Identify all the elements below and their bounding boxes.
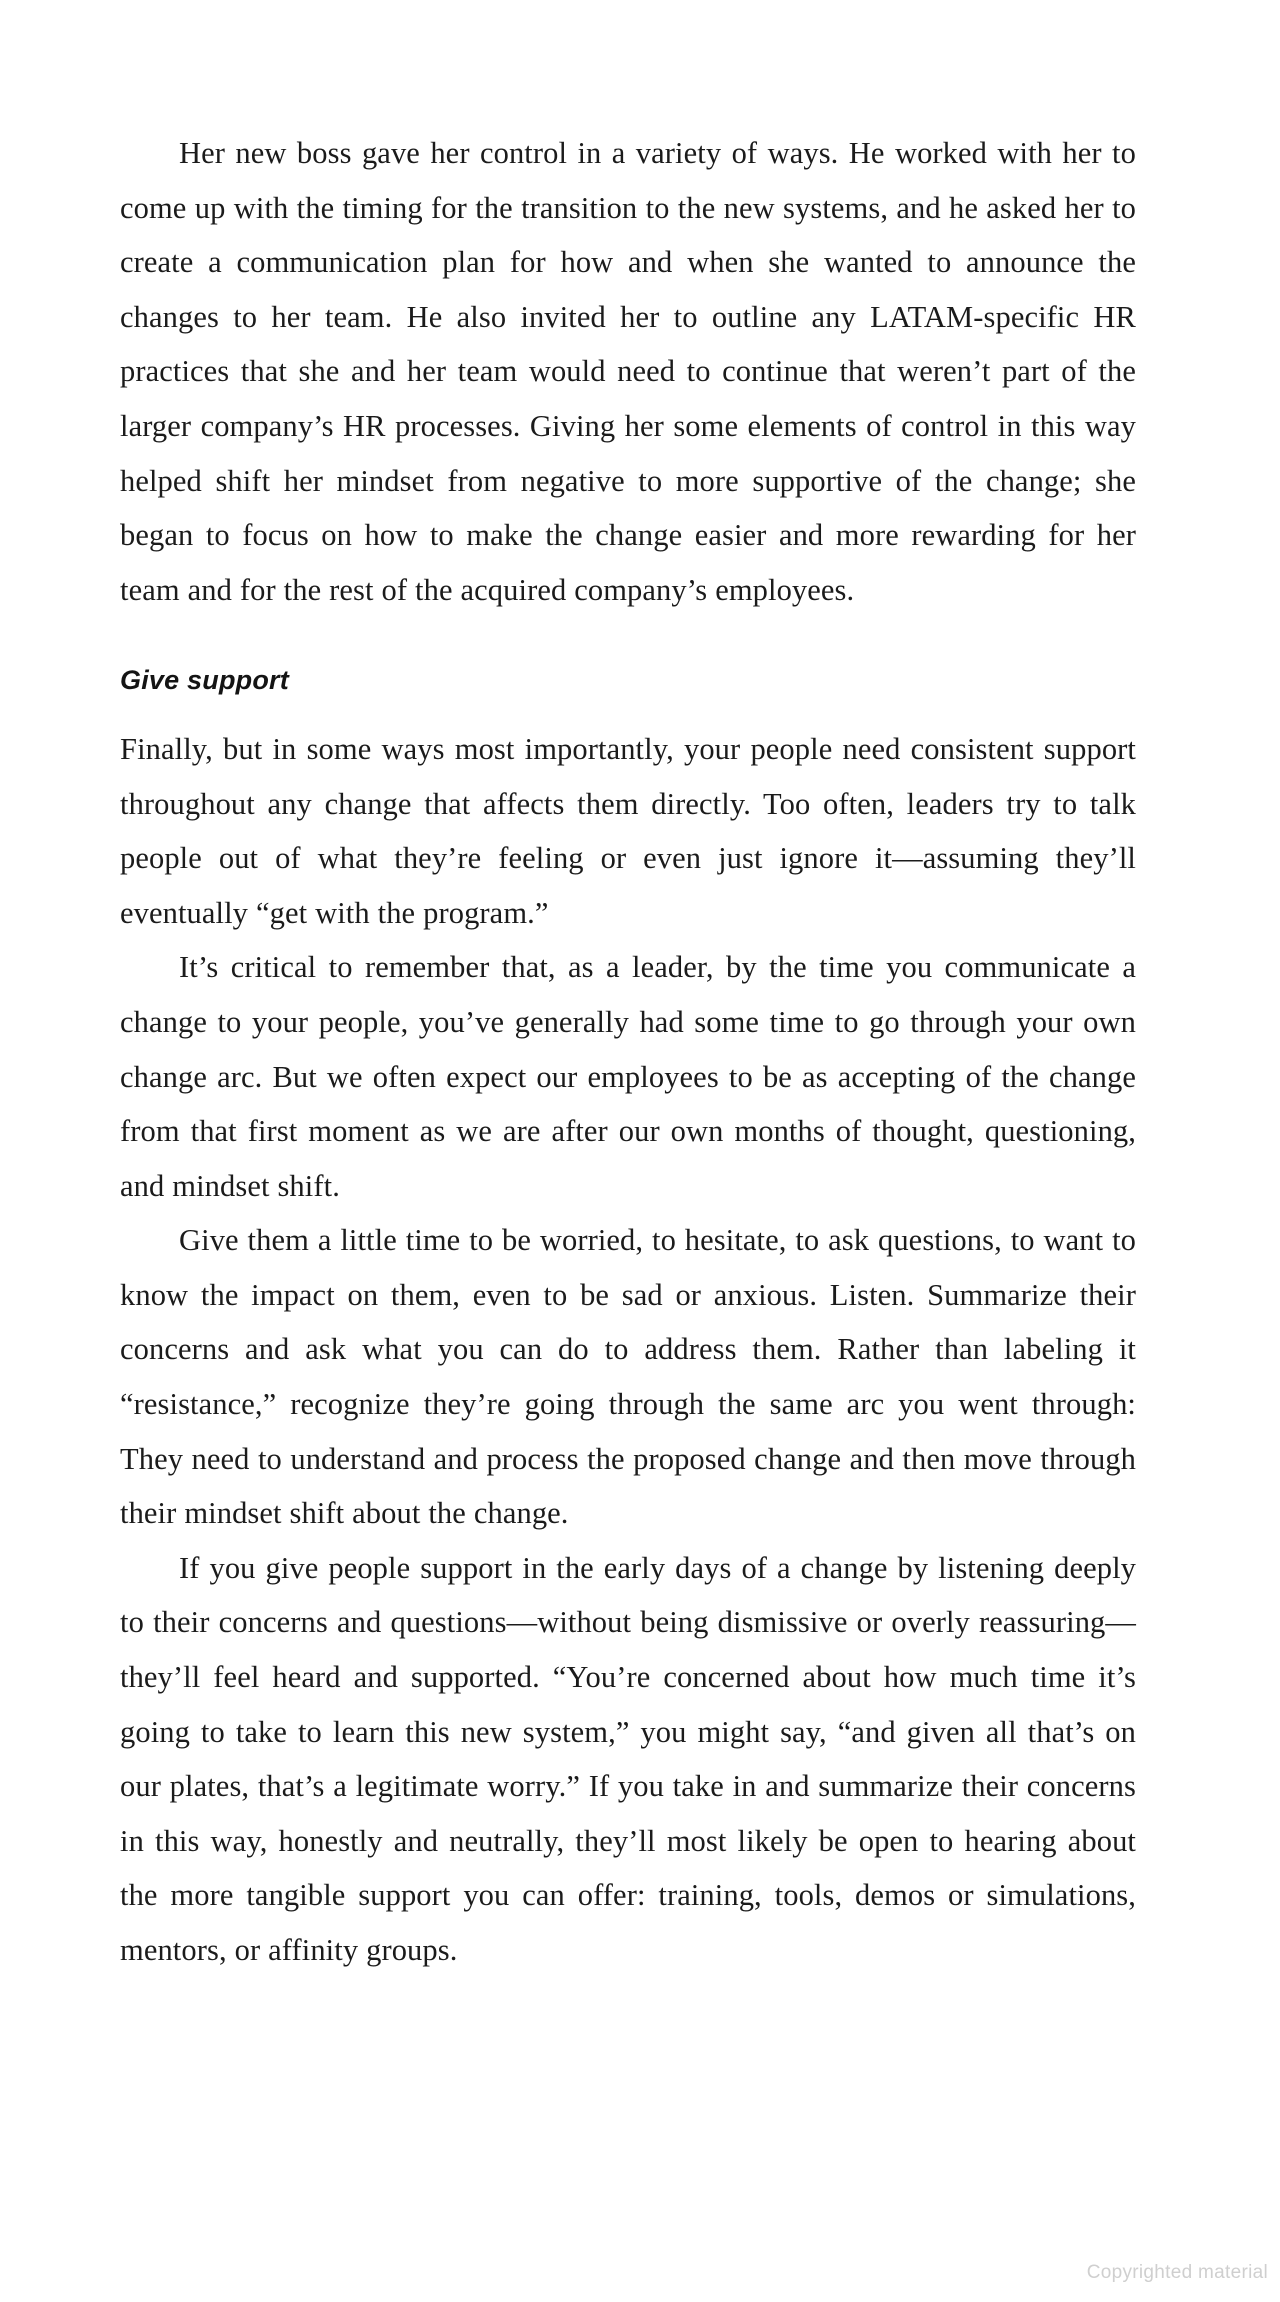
- paragraph-2: Finally, but in some ways most importantly, your people need consistent support throughout any change that affects them directly. Too often, leaders try to talk people out of what they’re feeling or even just ignore it—assuming they’ll eventually “get with the program.”: [120, 731, 1136, 930]
- heading-spacer-above: [120, 617, 1136, 653]
- section-heading-give-support: Give support: [120, 665, 289, 696]
- paragraph-1: Her new boss gave her control in a variety of ways. He worked with her to come up with the timing for the transition to the new systems, and he asked her to create a communication plan for how and when she wanted to announce the changes to her team. He also invited her to outline any LATAM-specific HR practices that she and her team would need to continue that weren’t part of the larger company’s HR processes. Giving her some elements of control in this way helped shift her mindset from negative to more supportive of the change; she began to focus on how to make the change easier and more rewarding for her team and for the rest of the acquired company’s employees.: [120, 136, 1136, 607]
- paragraph-5: If you give people support in the early days of a change by listening deeply to their concerns and questions—without being dismissive or overly reassuring—they’ll feel heard and supported. “You’re concerned about how much time it’s going to take to learn this new system,” you might say, “and given all that’s on our plates, that’s a legitimate worry.” If you take in and summarize their concerns in this way, honestly and neutrally, they’ll most likely be open to hearing about the more tangible support you can offer: training, tools, demos or simulations, mentors, or affinity groups.: [120, 1550, 1136, 1967]
- heading-spacer-below: [120, 708, 1136, 722]
- copyright-notice: Copyrighted material: [1086, 2262, 1268, 2283]
- paragraph-3: It’s critical to remember that, as a leader, by the time you communicate a change to your people, you’ve generally had some time to go through your own change arc. But we often expect our employees to be as accepting of the change from that first moment as we are after our own months of thought, questioning, and mindset shift.: [120, 950, 1136, 1203]
- text-column: [120, 126, 1136, 1978]
- paragraph-4: Give them a little time to be worried, to hesitate, to ask questions, to want to know the impact on them, even to be sad or anxious. Listen. Summarize their concerns and ask what you can do to address them. Rather than labeling it “resistance,” recognize they’re going through the same arc you went through: They need to understand and process the proposed change and then move through their mindset shift about the change.: [120, 1223, 1136, 1531]
